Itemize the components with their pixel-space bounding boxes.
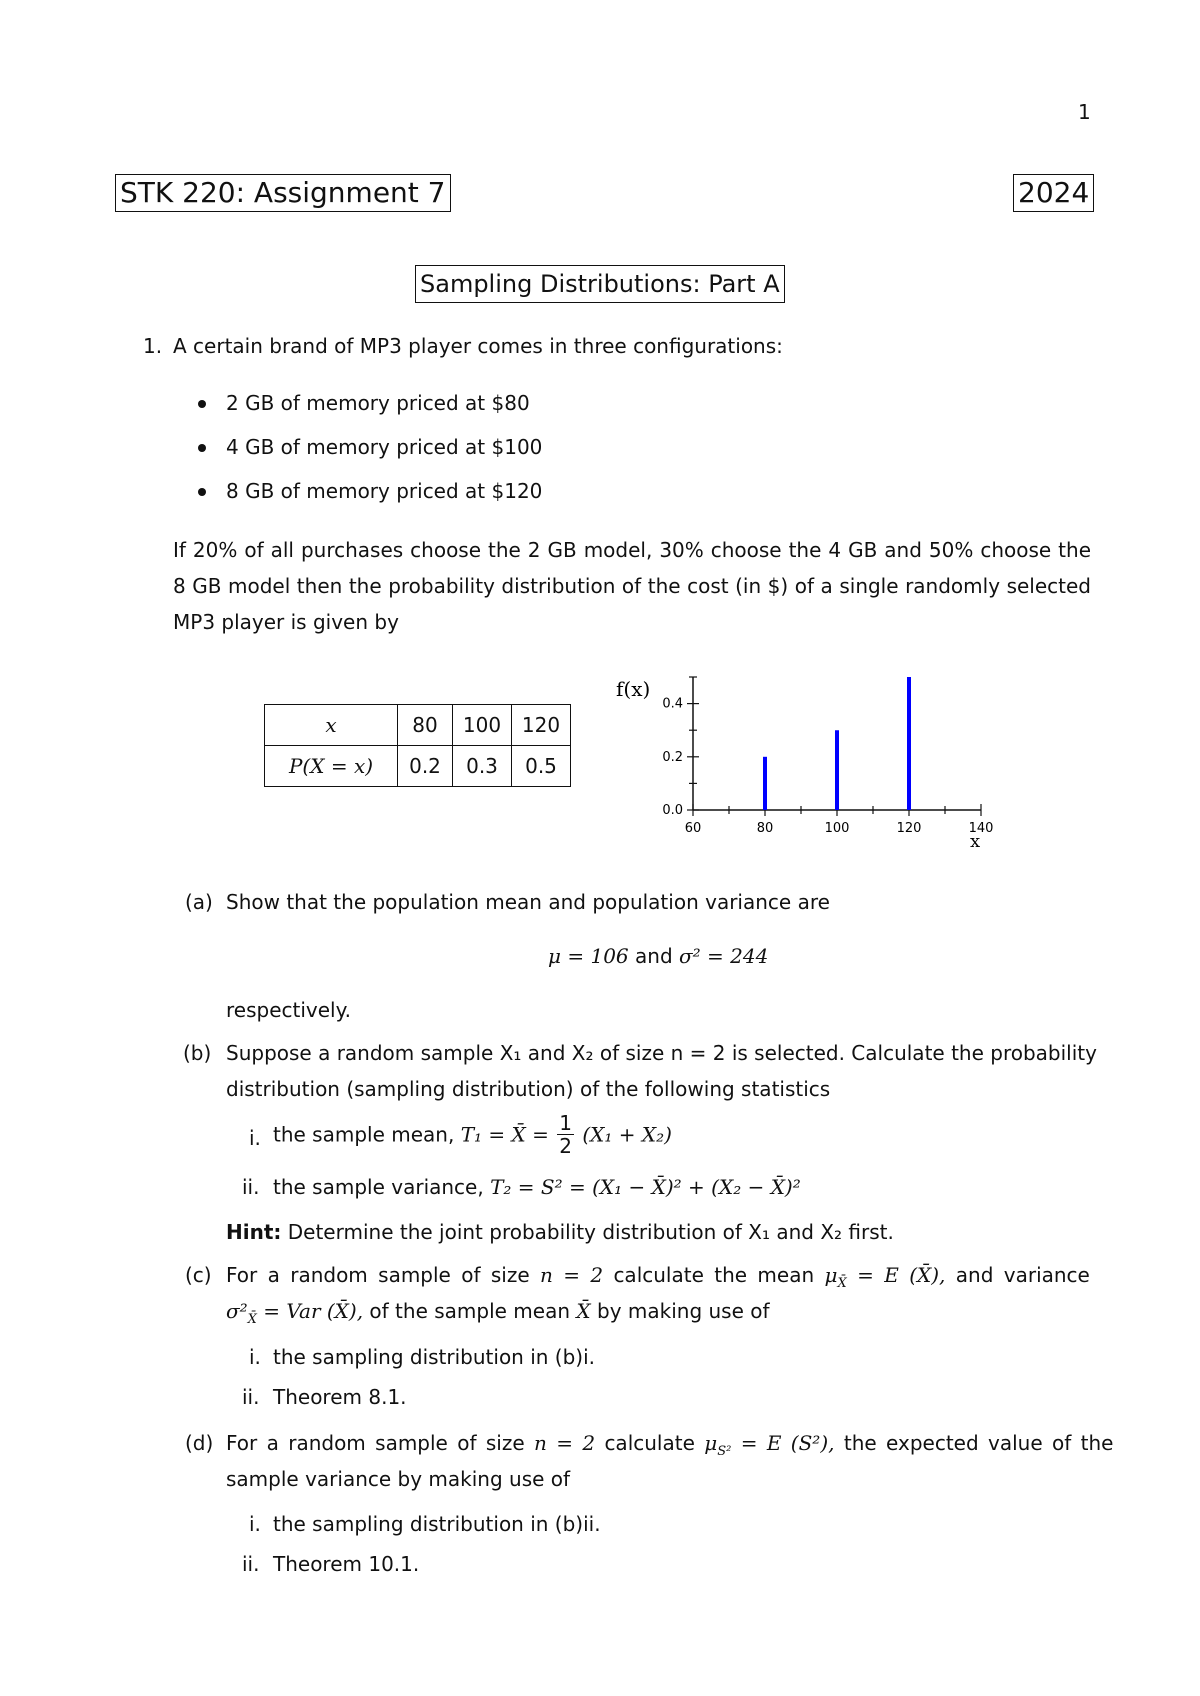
bullet-icon [198,400,206,408]
math-expr: = E (X̄), [846,1263,946,1287]
part-text [226,1431,1113,1459]
subpart-label: ii. [242,1175,260,1199]
text-run: For a random sample of size [226,1431,525,1455]
pmf-chart [610,665,994,865]
y-tick-label: 0.4 [662,696,683,712]
part-text: respectively. [226,998,351,1022]
math-subscript: X̄ [837,1276,847,1291]
part-label: (d) [185,1431,214,1455]
x-tick-label: 80 [756,821,774,836]
table-row [265,746,571,787]
equation-part: X̄ [576,1299,591,1323]
part-label: (c) [185,1263,212,1287]
math-expr: = E (S²), [731,1431,835,1455]
text-run: and variance [955,1263,1090,1287]
x-tick-label: 100 [824,821,850,836]
bullet-item: 2 GB of memory priced at $80 [226,391,530,415]
section-title: Sampling Distributions: Part A [415,265,785,303]
question-intro: A certain brand of MP3 player comes in three configurations: [173,334,783,358]
hint-label: Hint: [226,1220,282,1244]
table-cell: 100 [453,705,512,746]
equation-part: T₂ = S² = (X₁ − X̄)² + (X₂ − X̄)² [490,1175,801,1199]
text-run: of the sample mean [369,1299,571,1323]
text-run: the expected value of the [843,1431,1114,1455]
subpart-label: i. [249,1126,261,1150]
equation-part: σ² = 244 [679,944,769,968]
part-text [226,1263,1090,1291]
subpart-text: Theorem 10.1. [273,1552,420,1576]
equation-connector: and [635,944,673,968]
subpart-label: i. [249,1345,261,1369]
x-tick-label: 120 [896,821,922,836]
equation-part: n = 2 [534,1431,596,1455]
fraction-num: 1 [559,1111,572,1135]
bullet-item: 4 GB of memory priced at $100 [226,435,542,459]
y-axis-label: f(x) [616,677,651,701]
fraction-den: 2 [559,1134,572,1158]
page-number: 1 [1078,100,1091,124]
x-axis-label: x [970,831,981,852]
bullet-item: 8 GB of memory priced at $120 [226,479,542,503]
math-subscript: S² [717,1444,732,1459]
equation-part [824,1263,946,1291]
subpart-label: i. [249,1512,261,1536]
equation-part [226,1299,364,1327]
table-cell: 80 [398,705,453,746]
equation-part: μ = 106 [548,944,629,968]
text-run: calculate the mean [613,1263,815,1287]
hint [226,1220,894,1244]
y-tick-label: 0.0 [662,803,683,818]
part-text [226,1299,770,1327]
equation-part: T₁ = X̄ = [460,1122,549,1147]
text-run: by making use of [597,1299,770,1323]
part-text: distribution (sampling distribution) of the following statistics [226,1077,831,1101]
math-expr: = Var (X̄), [256,1299,364,1323]
table-cell: 0.3 [453,746,512,787]
question-number: 1. [143,334,163,358]
table-header-x: x [265,705,398,746]
subpart-text [273,1175,801,1199]
table-cell: 120 [512,705,571,746]
subpart-text: Theorem 8.1. [273,1385,407,1409]
equation-part: n = 2 [540,1263,604,1287]
subpart-label: ii. [242,1385,260,1409]
table-cell: 0.2 [398,746,453,787]
hint-text: Determine the joint probability distribution of X₁ and X₂ first. [287,1220,894,1244]
probability-table [264,704,571,787]
table-header-p: P(X = x) [265,746,398,787]
part-text: Show that the population mean and population variance are [226,890,830,914]
subpart-desc: the sample mean, [273,1122,455,1147]
subpart-text: the sampling distribution in (b)ii. [273,1512,601,1536]
question-paragraph: If 20% of all purchases choose the 2 GB model, 30% choose the 4 GB and 50% choose the 8 GB model then the probability distribution of the cost (in $) of a single randomly selected MP3 player is given by [173,538,1091,634]
part-text: Suppose a random sample X₁ and X₂ of size n = 2 is selected. Calculate the probability [226,1041,1097,1065]
equation [548,944,768,968]
x-tick-label: 60 [684,821,702,836]
subpart-label: ii. [242,1552,260,1576]
part-label: (a) [185,890,213,914]
x-tick-label: 140 [968,821,994,836]
subpart-text [273,1112,672,1157]
table-row [265,705,571,746]
fraction [557,1112,574,1157]
assignment-year: 2024 [1013,174,1094,212]
text-run: For a random sample of size [226,1263,530,1287]
table-cell: 0.5 [512,746,571,787]
part-label: (b) [183,1041,212,1065]
bullet-icon [198,444,206,452]
y-tick-label: 0.2 [662,749,683,765]
assignment-title: STK 220: Assignment 7 [115,174,451,212]
equation-part: (X₁ + X₂) [582,1122,672,1147]
subpart-text: the sampling distribution in (b)i. [273,1345,596,1369]
equation-part [704,1431,835,1459]
part-text: sample variance by making use of [226,1467,571,1491]
math-subscript: X̄ [247,1312,257,1327]
math-symbol: μ [824,1263,838,1287]
math-symbol: μ [704,1431,718,1455]
subpart-desc: the sample variance, [273,1175,484,1199]
math-symbol: σ² [226,1299,248,1323]
bullet-icon [198,488,206,496]
text-run: calculate [604,1431,695,1455]
